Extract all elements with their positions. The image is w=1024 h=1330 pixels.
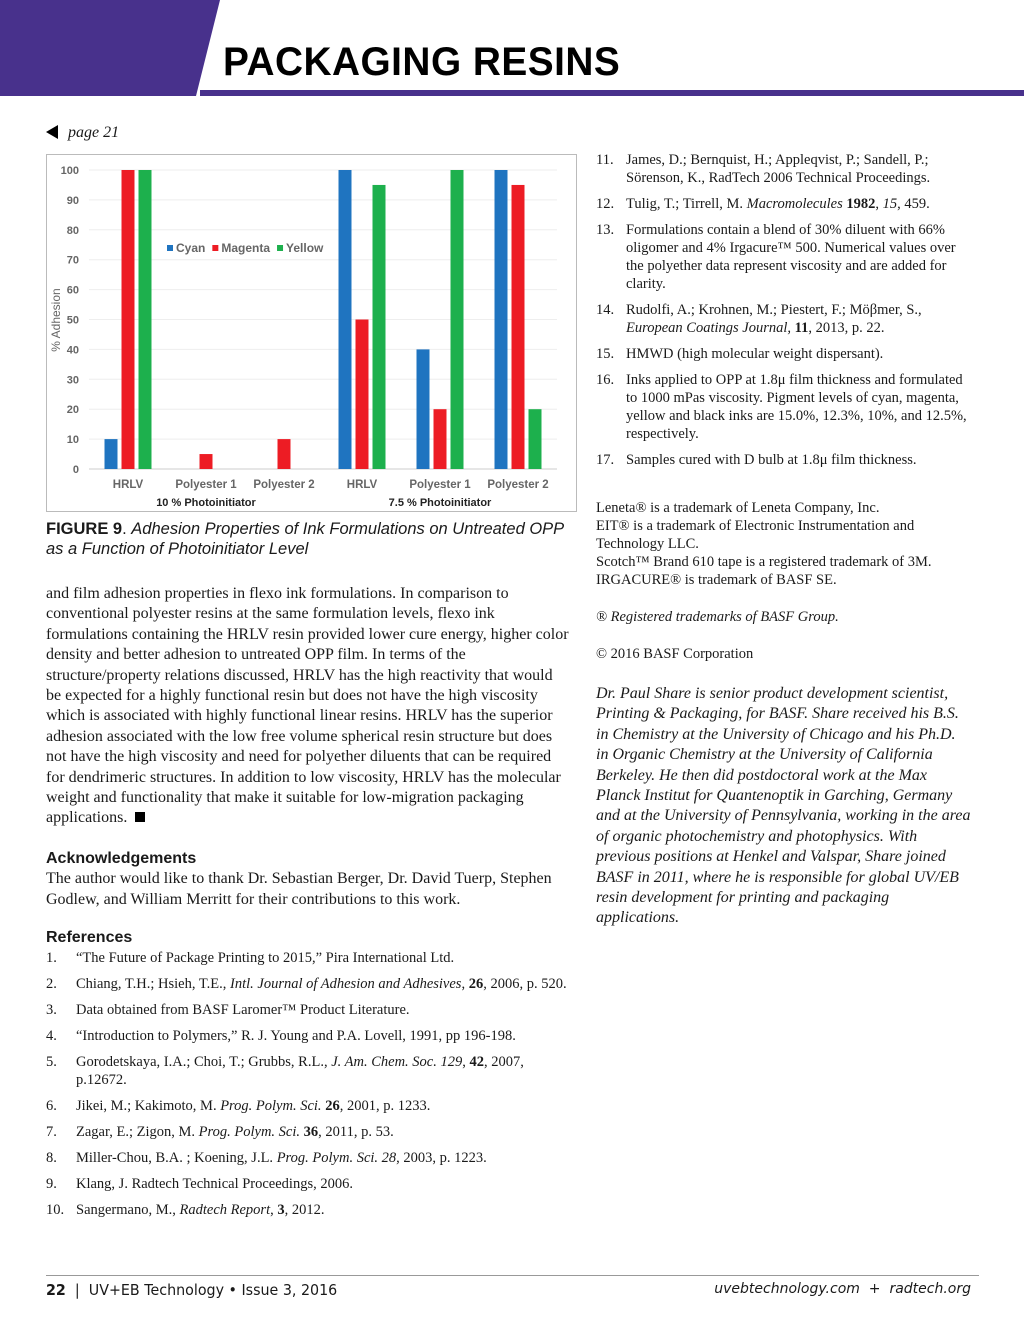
reference-number: 7.	[46, 1124, 57, 1140]
trademark-line: EIT® is a trademark of Electronic Instrumentation and Technology LLC.	[596, 518, 915, 552]
end-mark-icon	[135, 812, 145, 822]
x-category-label: HRLV	[112, 479, 144, 491]
reference-item	[46, 1027, 576, 1045]
y-tick-label: 40	[66, 344, 79, 357]
back-arrow-icon	[46, 125, 58, 139]
figure-caption-text: Adhesion Properties of Ink Formulations on Untreated OPP as a Function of Photoinitiator Level	[46, 520, 564, 558]
reference-text: HMWD (high molecular weight dispersant).	[626, 346, 884, 362]
reference-number: 15.	[596, 346, 615, 362]
reference-number: 12.	[596, 196, 615, 212]
references-list	[46, 949, 576, 1219]
footer-left: 22 | UV+EB Technology • Issue 3, 2016	[46, 1281, 338, 1299]
bar-magenta	[278, 439, 291, 469]
reference-text: Klang, J. Radtech Technical Proceedings, 2006.	[76, 1176, 353, 1192]
footer-websites: uvebtechnology.com + radtech.org	[714, 1281, 971, 1297]
body-paragraph	[46, 584, 571, 829]
x-category-label: Polyester 2	[253, 479, 315, 491]
reference-number: 10.	[46, 1202, 65, 1218]
bar-yellow	[529, 409, 542, 469]
bar-cyan	[495, 170, 508, 469]
bar-magenta	[356, 320, 369, 470]
footer-rule	[46, 1275, 979, 1276]
reference-number: 13.	[596, 222, 615, 238]
body-text: and film adhesion properties in flexo ink formulations. In comparison to conventional polyester resins at the same formulation levels, flexo ink formulations containing the HRLV resin provided lower cure energy, higher color density and better adhesion to untreated OPP film. In terms of the structure/property relations discussed, HRLV has the high reactivity that would be expected for a highly functional resin but does not have the high viscosity which is associated with highly functional linear resins. HRLV has the superior adhesion associated with the low free volume spherical resin structure but does not have the high viscosity and need for polyether diluents that can be required for dendrimeric structures. In addition to low viscosity, HRLV has the molecular weight and functionality that make it suitable for low-migration packaging applications.	[46, 585, 569, 827]
y-tick-label: 100	[60, 165, 79, 177]
x-category-label: HRLV	[346, 479, 378, 491]
bar-magenta	[200, 454, 213, 469]
y-tick-label: 20	[66, 404, 79, 417]
x-category-label: Polyester 2	[487, 479, 549, 491]
y-tick-label: 0	[72, 464, 79, 476]
basf-trademark-note: ® Registered trademarks of BASF Group.	[596, 609, 839, 625]
reference-item	[596, 151, 971, 187]
reference-item	[46, 1123, 576, 1141]
acknowledgements-text: The author would like to thank Dr. Sebastian Berger, Dr. David Tuerp, Stephen Godlew, and William Merritt for their contributions to this work.	[46, 870, 552, 908]
legend-label: Cyan	[176, 241, 206, 255]
legend-label: Magenta	[221, 241, 271, 255]
reference-text: Chiang, T.H.; Hsieh, T.E., Intl. Journal of Adhesion and Adhesives, 26, 2006, p. 520.	[76, 976, 567, 992]
bar-yellow	[451, 170, 464, 469]
reference-text: Inks applied to OPP at 1.8μ film thickness and formulated to 1000 mPas viscosity. Pigment levels of cyan, magenta, yellow and black inks are 15.0%, 12.3%, 10%, and 12.5%, respectively.	[626, 372, 967, 442]
reference-number: 4.	[46, 1028, 57, 1044]
reference-text: Tulig, T.; Tirrell, M. Macromolecules 1982, 15, 459.	[626, 196, 930, 212]
reference-text: “Introduction to Polymers,” R. J. Young and P.A. Lovell, 1991, pp 196-198.	[76, 1028, 516, 1044]
header-rule	[200, 90, 1024, 96]
reference-text: Rudolfi, A.; Krohnen, M.; Piestert, F.; Möβmer, S., European Coatings Journal, 11, 2013, p. 22.	[626, 302, 922, 336]
y-tick-label: 70	[66, 254, 79, 267]
reference-item	[46, 975, 576, 993]
reference-item	[46, 1149, 576, 1167]
reference-item	[46, 1001, 576, 1019]
figure-label: FIGURE 9	[46, 520, 123, 538]
acknowledgements	[46, 849, 571, 910]
section-title: PACKAGING RESINS	[223, 40, 621, 84]
reference-number: 5.	[46, 1054, 57, 1070]
group-label: 10 % Photoinitiator	[156, 497, 256, 509]
bar-yellow	[373, 185, 386, 469]
reference-number: 9.	[46, 1176, 57, 1192]
reference-text: James, D.; Bernquist, H.; Appleqvist, P.; Sandell, P.; Sörenson, K., RadTech 2006 Technical Proceedings.	[626, 152, 931, 186]
author-bio: Dr. Paul Share is senior product development scientist, Printing & Packaging, for BASF. Share received his B.S. in Chemistry at the University of Chicago and his Ph.D. in Organic Chemistry at the University of California Berkeley. He then did postdoctoral work at the Max Planck Institut for Quantenoptik in Garching, Germany and at the University of Pennsylvania, working in the area of organic photochemistry and photophysics. With previous positions at Henkel and Valspar, Share joined BASF in 2011, where he is responsible for global UV/EB resin development for printing and packaging applications.	[596, 685, 971, 927]
y-tick-label: 50	[66, 314, 79, 327]
bar-magenta	[512, 185, 525, 469]
bar-yellow	[139, 170, 152, 469]
reference-item	[596, 371, 971, 443]
header-color-band	[0, 0, 220, 96]
reference-item	[596, 451, 971, 469]
acknowledgements-heading: Acknowledgements	[46, 850, 197, 867]
references-right	[596, 151, 971, 477]
legend-label: Yellow	[286, 241, 324, 255]
reference-item	[46, 1175, 576, 1193]
x-category-label: Polyester 1	[175, 479, 237, 491]
reference-text: “The Future of Package Printing to 2015,” Pira International Ltd.	[76, 950, 455, 966]
bar-magenta	[434, 409, 447, 469]
reference-number: 16.	[596, 372, 615, 388]
reference-number: 1.	[46, 950, 57, 966]
y-tick-label: 60	[66, 284, 79, 297]
references-left	[46, 929, 576, 1227]
reference-text: Gorodetskaya, I.A.; Choi, T.; Grubbs, R.L., J. Am. Chem. Soc. 129, 42, 2007, p.12672.	[76, 1054, 524, 1088]
reference-number: 6.	[46, 1098, 57, 1114]
adhesion-bar-chart	[46, 154, 577, 512]
reference-text: Zagar, E.; Zigon, M. Prog. Polym. Sci. 36, 2011, p. 53.	[76, 1124, 394, 1140]
trademarks	[596, 499, 971, 663]
reference-item	[596, 221, 971, 293]
reference-number: 2.	[46, 976, 57, 992]
reference-number: 8.	[46, 1150, 57, 1166]
references-heading: References	[46, 929, 133, 946]
reference-text: Samples cured with D bulb at 1.8μ film thickness.	[626, 452, 917, 468]
reference-number: 17.	[596, 452, 615, 468]
reference-text: Sangermano, M., Radtech Report, 3, 2012.	[76, 1202, 325, 1218]
bar-cyan	[339, 170, 352, 469]
trademark-line: IRGACURE® is trademark of BASF SE.	[596, 572, 837, 588]
figure-caption: FIGURE 9. Adhesion Properties of Ink Formulations on Untreated OPP as a Function of Photoinitiator Level	[46, 520, 564, 558]
publication-info: UV+EB Technology • Issue 3, 2016	[88, 1281, 338, 1299]
legend-swatch-magenta	[212, 245, 218, 251]
bar-magenta	[122, 170, 135, 469]
reference-number: 14.	[596, 302, 615, 318]
y-tick-label: 80	[66, 224, 79, 237]
bar-cyan	[417, 349, 430, 469]
copyright: © 2016 BASF Corporation	[596, 646, 754, 662]
reference-item	[596, 301, 971, 337]
reference-item	[46, 1053, 576, 1089]
reference-text: Miller-Chou, B.A. ; Koening, J.L. Prog. Polym. Sci. 28, 2003, p. 1223.	[76, 1150, 487, 1166]
reference-item	[46, 1201, 576, 1219]
reference-text: Formulations contain a blend of 30% diluent with 66% oligomer and 4% Irgacure™ 500. Numerical values over the polyether data represent viscosity and are added for clarity.	[626, 222, 956, 292]
legend-swatch-cyan	[167, 245, 173, 251]
page-number: 22	[46, 1281, 66, 1299]
y-axis-label: % Adhesion	[49, 288, 63, 352]
reference-number: 11.	[596, 152, 614, 168]
bar-cyan	[105, 439, 118, 469]
reference-item	[596, 345, 971, 363]
reference-item	[596, 195, 971, 213]
trademark-line: Leneta® is a trademark of Leneta Company, Inc.	[596, 500, 880, 516]
y-tick-label: 10	[66, 434, 79, 447]
y-tick-label: 90	[66, 194, 79, 207]
reference-text: Data obtained from BASF Laromer™ Product Literature.	[76, 1002, 410, 1018]
reference-number: 3.	[46, 1002, 57, 1018]
trademark-line: Scotch™ Brand 610 tape is a registered trademark of 3M.	[596, 554, 932, 570]
group-label: 7.5 % Photoinitiator	[388, 497, 492, 509]
reference-text: Jikei, M.; Kakimoto, M. Prog. Polym. Sci. 26, 2001, p. 1233.	[76, 1098, 431, 1114]
page-reference-link[interactable]	[46, 124, 119, 142]
reference-item	[46, 949, 576, 967]
page-reference-label: page 21	[68, 124, 120, 141]
y-tick-label: 30	[66, 374, 79, 387]
references-list-continued	[596, 151, 971, 469]
reference-item	[46, 1097, 576, 1115]
x-category-label: Polyester 1	[409, 479, 471, 491]
legend-swatch-yellow	[277, 245, 283, 251]
